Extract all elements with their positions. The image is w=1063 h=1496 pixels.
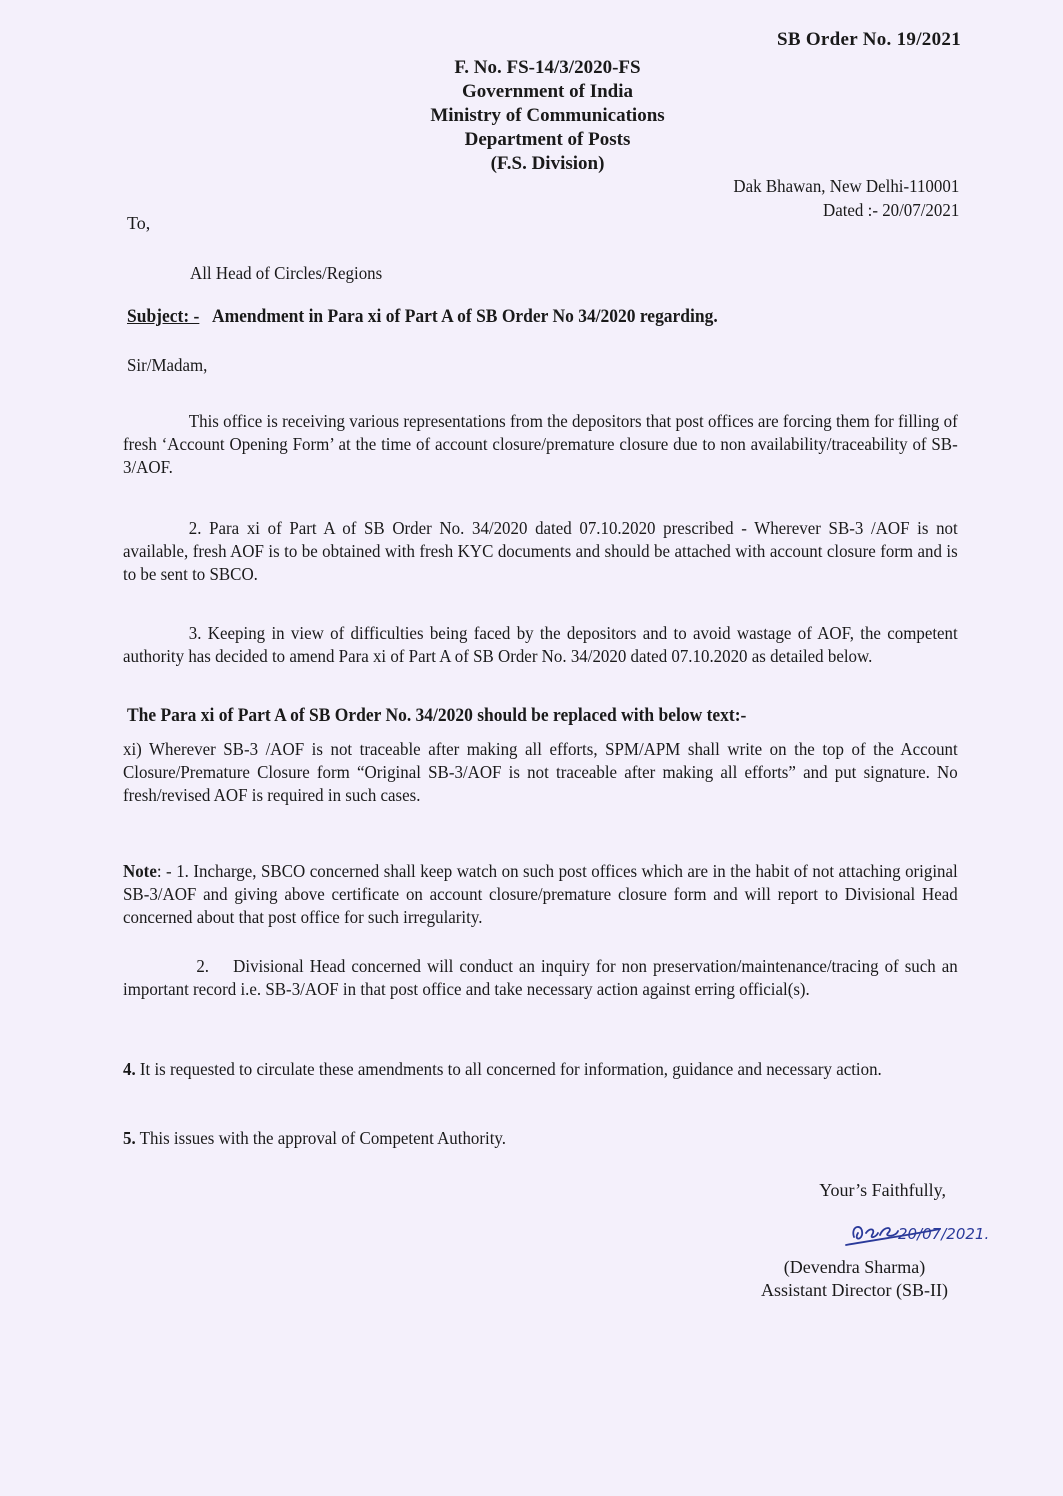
paragraph-4-text: It is requested to circulate these amendments to all concerned for information, guidance and necessary action.: [135, 1059, 882, 1079]
paragraph-5: [123, 1127, 958, 1150]
department-name: Department of Posts: [464, 129, 631, 150]
subject-label: Subject: -: [127, 306, 200, 327]
closing: Your’s Faithfully,: [819, 1180, 946, 1200]
subject-text: Amendment in Para xi of Part A of SB Order No 34/2020 regarding.: [211, 306, 718, 327]
note-2-number: 2.: [196, 956, 210, 976]
note-2: [123, 955, 958, 1001]
recipient: All Head of Circles/Regions: [190, 263, 383, 283]
paragraph-4: [123, 1058, 958, 1081]
ministry-name: Ministry of Communications: [430, 105, 665, 126]
file-number: F. No. FS-14/3/2020-FS: [454, 57, 641, 78]
to-label: To,: [127, 213, 151, 233]
paragraph-4-number: 4.: [123, 1059, 136, 1079]
signature-date: 20/07/2021.: [898, 1225, 990, 1243]
signer-block: [761, 1256, 948, 1302]
subject-line: [127, 306, 718, 328]
paragraph-5-text: This issues with the approval of Competent Authority.: [135, 1128, 507, 1148]
replacement-heading: The Para xi of Part A of SB Order No. 34/2020 should be replaced with below text:-: [127, 705, 747, 726]
sender-address: [733, 174, 959, 222]
paragraph-1: This office is receiving various representations from the depositors that post offices are forcing them for filling of fresh ‘Account Opening Form’ at the time of account closure/premature closure due to non availability/traceability of SB-3/AOF.: [123, 411, 958, 477]
letterhead: [400, 56, 695, 176]
note-1: [123, 860, 958, 929]
note-label: Note: [123, 861, 157, 881]
address-place: Dak Bhawan, New Delhi-110001: [733, 176, 959, 196]
note-2-text: Divisional Head concerned will conduct an inquiry for non preservation/maintenance/tracing of such an important record i.e. SB-3/AOF in that post office and take necessary action against erring official(s).: [123, 956, 958, 999]
paragraph-2: 2. Para xi of Part A of SB Order No. 34/2020 dated 07.10.2020 prescribed - Wherever SB-3 /AOF is not available, fresh AOF is to be obtained with fresh KYC documents and should be attached with account closure form and is to be sent to SBCO.: [123, 518, 958, 584]
government-name: Government of India: [462, 81, 633, 102]
salutation: Sir/Madam,: [127, 355, 208, 375]
paragraph-5-number: 5.: [123, 1128, 136, 1148]
order-number: SB Order No. 19/2021: [776, 29, 961, 50]
signer-designation: Assistant Director (SB-II): [761, 1280, 948, 1300]
date-line: Dated :- 20/07/2021: [822, 200, 959, 220]
para-xi-text: xi) Wherever SB-3 /AOF is not traceable after making all efforts, SPM/APM shall write on the top of the Account Closure/Premature Closure form “Original SB-3/AOF is not traceable after making all efforts” and put signature. No fresh/revised AOF is required in such cases.: [123, 739, 958, 805]
division-name: (F.S. Division): [490, 153, 605, 174]
note-1-text: : - 1. Incharge, SBCO concerned shall keep watch on such post offices which are in the habit of not attaching original SB-3/AOF and giving above certificate on account closure/premature closure form and will report to Divisional Head concerned about that post office for such irregularity.: [123, 861, 958, 927]
signer-name: (Devendra Sharma): [783, 1257, 926, 1277]
handwritten-signature: [840, 1215, 1000, 1255]
paragraph-3: 3. Keeping in view of difficulties being faced by the depositors and to avoid wastage of AOF, the competent authority has decided to amend Para xi of Part A of SB Order No. 34/2020 dated 07.10.2020 as detailed below.: [123, 623, 958, 666]
